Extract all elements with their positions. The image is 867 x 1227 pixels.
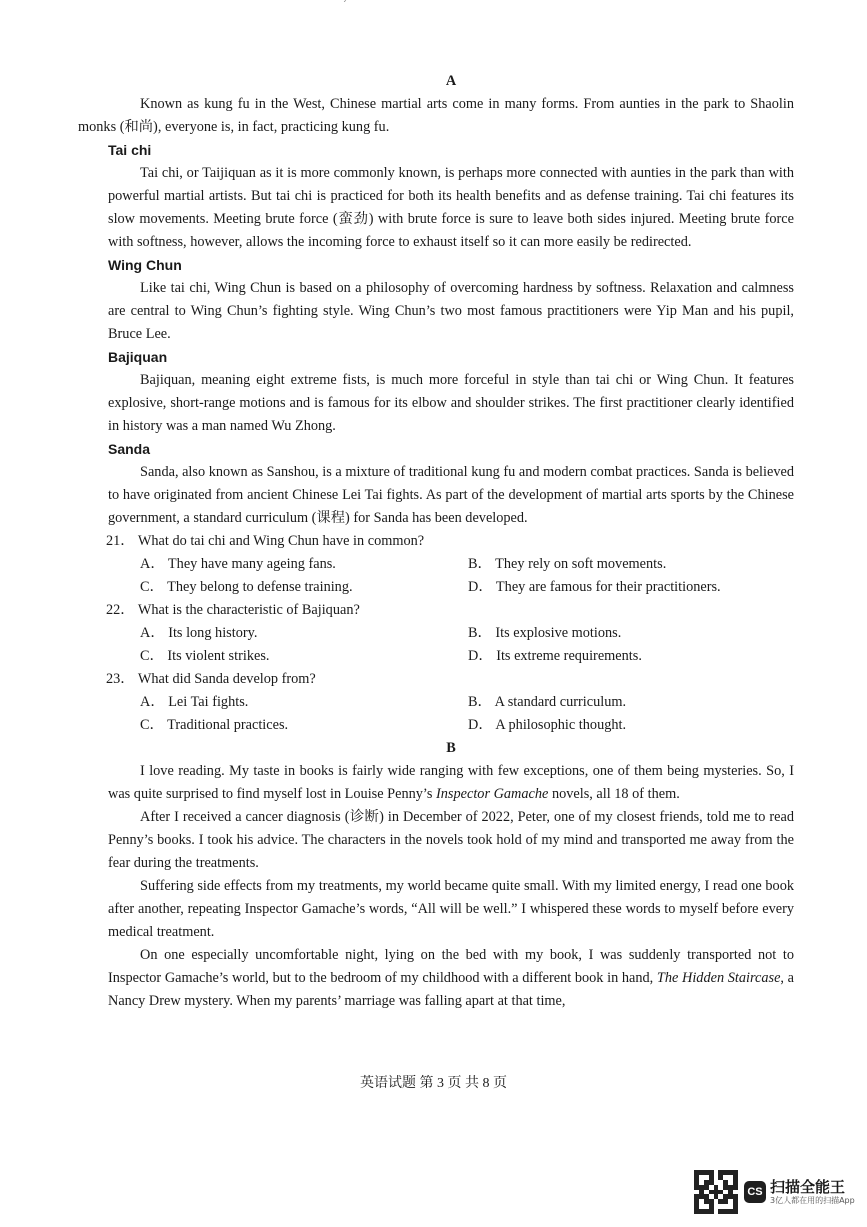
question-21	[108, 530, 794, 599]
section-b-paragraph-4	[108, 944, 794, 1013]
scanner-subtitle: 3亿人都在用的扫描App	[770, 1196, 855, 1205]
option-c[interactable]: C． Traditional practices.	[140, 717, 289, 733]
question-stem: 21． What do tai chi and Wing Chun have in common?	[106, 533, 425, 549]
option-a[interactable]: A． They have many ageing fans.	[140, 556, 336, 572]
option-a[interactable]: A． Lei Tai fights.	[140, 694, 249, 710]
option-b[interactable]: B． A standard curriculum.	[468, 694, 627, 710]
text-run: I love reading. My taste in books is fairly wide ranging with few exceptions, one of them being mysteries. So, I was quite surprised to find myself lost in Louise Penny’s	[108, 763, 794, 802]
qr-code-icon	[694, 1170, 738, 1214]
option-d[interactable]: D． A philosophic thought.	[468, 717, 627, 733]
option-c[interactable]: C． Its violent strikes.	[140, 648, 270, 664]
section-a-label: A	[445, 73, 457, 89]
style-heading-bajiquan: Bajiquan	[108, 349, 168, 365]
question-stem: 22． What is the characteristic of Bajiquan?	[106, 602, 360, 618]
option-c[interactable]: C． They belong to defense training.	[140, 579, 353, 595]
style-text-sanda: Sanda, also known as Sanshou, is a mixture of traditional kung fu and modern combat practices. Sanda is believed to have originated from ancient Chinese Lei Tai fights. As part of the development of martial arts sports by the Chinese government, a standard curriculum (课程) for Sanda has been developed.	[108, 464, 794, 526]
cs-logo-icon: CS	[744, 1181, 766, 1203]
scanner-brand	[770, 1178, 855, 1206]
scanner-watermark	[694, 1170, 855, 1214]
option-b[interactable]: B． Its explosive motions.	[468, 625, 622, 641]
section-b-label: B	[446, 740, 456, 756]
style-text-wing-chun: Like tai chi, Wing Chun is based on a philosophy of overcoming hardness by softness. Relaxation and calmness are central to Wing Chun’s fighting style. Wing Chun’s two most famous practitioners were Yip Man and his pupil, Bruce Lee.	[108, 280, 794, 342]
question-stem: 23． What did Sanda develop from?	[106, 671, 316, 687]
style-heading-sanda: Sanda	[108, 441, 151, 457]
section-b-paragraph-1	[108, 760, 794, 806]
style-heading-tai-chi: Tai chi	[108, 142, 152, 158]
scanner-title: 扫描全能王	[770, 1178, 846, 1196]
text-run: , a Nancy Drew mystery. When my parents’ marriage was falling apart at that time,	[108, 970, 794, 1009]
book-title: Inspector Gamache	[436, 786, 549, 802]
qr-cell	[733, 1209, 738, 1214]
style-text-bajiquan: Bajiquan, meaning eight extreme fists, is much more forceful in style than tai chi or Wing Chun. It features explosive, short-range motions and is famous for its elbow and shoulder strikes. The first practitioner clearly identified in history was a man named Wu Zhong.	[108, 372, 794, 434]
question-23	[108, 668, 794, 737]
option-d[interactable]: D． They are famous for their practitioners.	[468, 579, 721, 595]
style-text-tai-chi: Tai chi, or Taijiquan as it is more commonly known, is perhaps more connected with aunties in the park than with powerful martial artists. But tai chi is practiced for both its health benefits and as defense training. Tai chi features its slow movements. Meeting brute force (蛮劲) with brute force is sure to leave both sides injured. Meeting brute force with softness, however, allows the incoming force to exhaust itself so it can more easily be redirected.	[108, 165, 794, 250]
page-footer: 英语试题 第 3 页 共 8 页	[360, 1076, 507, 1091]
option-b[interactable]: B． They rely on soft movements.	[468, 556, 667, 572]
section-a-intro: Known as kung fu in the West, Chinese martial arts come in many forms. From aunties in the park to Shaolin monks (和尚), everyone is, in fact, practicing kung fu.	[78, 96, 794, 135]
section-b-paragraph-2: After I received a cancer diagnosis (诊断) in December of 2022, Peter, one of my closest friends, told me to read Penny’s books. I took his advice. The characters in the novels took hold of my mind and transported me away from the fear during the treatments.	[108, 809, 794, 871]
text-run: On one especially uncomfortable night, lying on the bed with my book, I was suddenly transported not to Inspector Gamache’s world, but to the bedroom of my childhood with a different book in hand,	[108, 947, 794, 986]
option-d[interactable]: D． Its extreme requirements.	[468, 648, 642, 664]
scan-mark: ˊ	[342, 0, 347, 11]
exam-page	[78, 70, 794, 1013]
text-run: novels, all 18 of them.	[548, 786, 680, 802]
style-heading-wing-chun: Wing Chun	[108, 257, 182, 273]
option-a[interactable]: A． Its long history.	[140, 625, 258, 641]
question-22	[108, 599, 794, 668]
section-b-paragraph-3: Suffering side effects from my treatments, my world became quite small. With my limited energy, I read one book after another, repeating Inspector Gamache’s words, “All will be well.” I whispered these words to myself before every medical treatment.	[108, 878, 794, 940]
book-title: The Hidden Staircase	[656, 970, 781, 986]
